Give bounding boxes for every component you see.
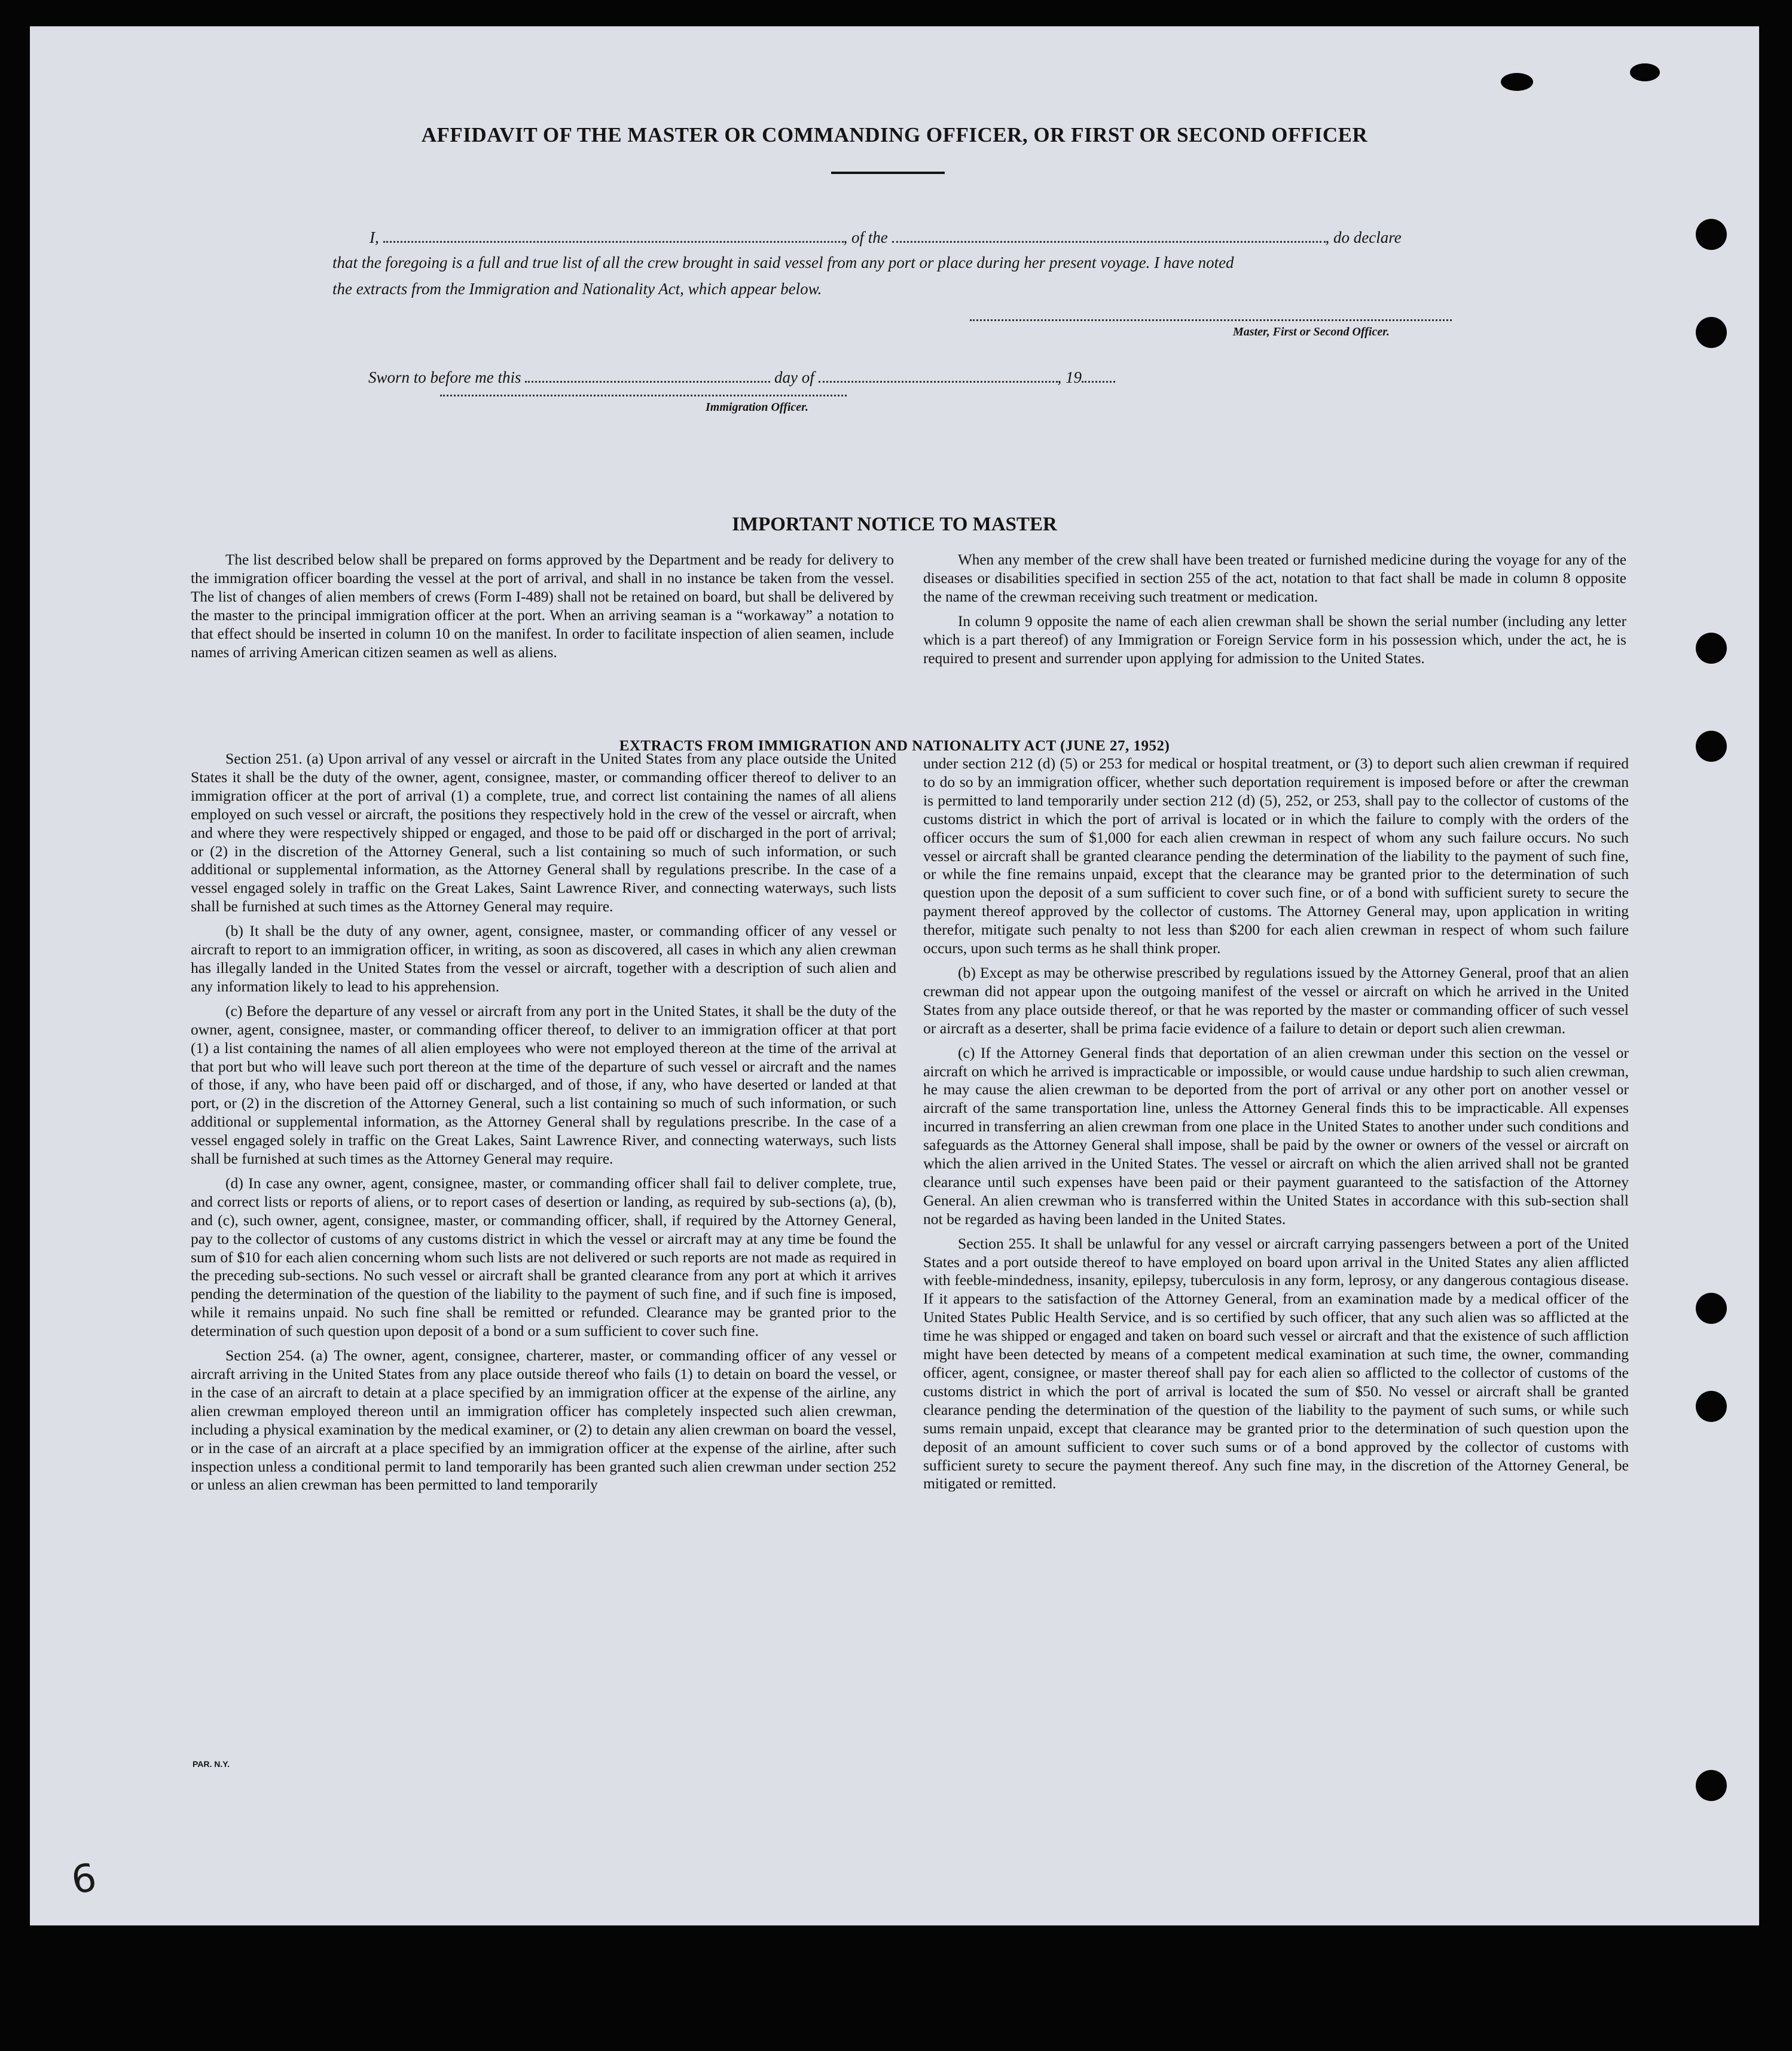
extracts-title: EXTRACTS FROM IMMIGRATION AND NATIONALITY ACT (JUNE 27, 1952) [619,738,1170,754]
sworn-year-blank[interactable] [1082,370,1115,383]
notice-left-column [191,551,894,668]
section-251-c: (c) Before the departure of any vessel or aircraft from any port in the United States, it shall be the duty of the owner, agent, consignee, master, or commanding officer thereof, to deliver to an immigration officer at that port (1) a list containing the names of all alien employees who were not employed thereon at the time of the arrival at that port but who will leave such port thereon at the time of the departure of such vessel or aircraft and the names of those, if any, who have been paid off or discharged, and of those, if any, who have deserted or landed at that port, or (2) in the discretion of the Attorney General, such a list containing so much of such information, or such additional or supplemental information, as the Attorney General shall by regulations prescribe. In the case of a vessel engaged solely in traffic on the Great Lakes, Saint Lawrence River, and connecting waterways, such lists shall be furnished at such times as the Attorney General may require. [191,1002,896,1168]
extracts-right-column [923,755,1629,1499]
declaration-line-2: that the foregoing is a full and true list of all the crew brought in said vessel from any port or place during her present voyage. I have noted [332,254,1234,271]
affidavit-title: AFFIDAVIT OF THE MASTER OR COMMANDING OFFICER, OR FIRST OR SECOND OFFICER [421,123,1368,146]
punch-hole [1696,633,1727,664]
ink-blot [1630,63,1660,81]
section-251-b: (b) It shall be the duty of any owner, agent, consignee, master, or commanding officer of any vessel or aircraft to report to an immigration officer, in writing, as soon as discovered, all cases in which any alien crewman has illegally landed in the United States from the vessel or aircraft, together with a description of such alien and any information likely to lead to his apprehension. [191,922,896,995]
notice-title: IMPORTANT NOTICE TO MASTER [732,514,1057,535]
punch-hole [1696,1293,1727,1324]
section-254-c: (c) If the Attorney General finds that deportation of an alien crewman under this section on the vessel or aircraft on which he arrived is impracticable or impossible, or would cause undue hardship to such alien crewman, he may cause the alien crewman to be deported from the port of arrival or any other port on another vessel or aircraft of the same transportation line, unless the Attorney General finds this to be impracticable. All expenses incurred in transferring an alien crewman from one place in the United States to another under such conditions and safeguards as the Attorney General shall impose, shall be paid by the owner or owners of the vessel or aircraft on which the alien arrived in the United States. The vessel or aircraft on which the alien arrived shall not be granted clearance until such expenses have been paid or their payment guaranteed to the satisfaction of the Attorney General. An alien crewman who is transferred within the United States in accordance with this sub-section shall not be regarded as having been landed in the United States. [923,1043,1629,1228]
title-divider [831,172,945,174]
declaration-of-the: , of the [843,228,888,246]
document-page [30,26,1759,1925]
declaration-line-1 [370,228,1402,247]
declaration-line-3: the extracts from the Immigration and Nationality Act, which appear below. [332,280,822,298]
section-254-a: Section 254. (a) The owner, agent, consignee, charterer, master, or commanding officer of any vessel or aircraft arriving in the United States from any place outside thereof who fails (1) to detain on board the vessel, or in the case of an aircraft to detain at a place specified by an immigration officer at the expense of the airline, any alien crewman employed thereon until an immigration officer has completely inspected such alien crewman, including a physical examination by the medical examiner, or (2) to detain any alien crewman on board the vessel, or in the case of an aircraft at a place specified by an immigration officer at the expense of the airline, after such inspection unless a conditional permit to land temporarily has been granted such alien crewman under section 252 or unless an alien crewman has been permitted to land temporarily [191,1347,896,1494]
section-255: Section 255. It shall be unlawful for any vessel or aircraft carrying passengers between a port of the United States and a port outside thereof to have employed on board upon arrival in the United States any alien afflicted with feeble-mindedness, insanity, epilepsy, tuberculosis in any form, leprosy, or any dangerous contagious disease. If it appears to the satisfaction of the Attorney General, from an examination made by a medical officer of the United States Public Health Service, and is so certified by such officer, that any such alien was so afflicted at the time he was shipped or engaged and taken on board such vessel or aircraft and that the existence of such affliction might have been detected by means of a competent medical examination at such time, the owner, commanding officer, agent, consignee, or master thereof shall pay for each alien so afflicted to the collector of customs of the customs district in which the port of arrival is located the sum of $50. No vessel or aircraft shall be granted clearance pending the determination of the question of the liability to the payment of such sums, or while such sums remain unpaid, except that clearance may be granted prior to the determination of such question upon the deposit of an amount sufficient to cover such sums or of a bond approved by the collector of customs with sufficient surety to secure the payment thereof. Any such fine may, in the discretion of the Attorney General, be mitigated or remitted. [923,1234,1629,1493]
immigration-officer-label: Immigration Officer. [706,401,808,414]
printer-mark: PAR. N.Y. [193,1759,230,1769]
sworn-day-blank[interactable] [525,370,770,383]
extracts-left-column [191,750,896,1500]
year-prefix-text: , 19 [1057,368,1082,386]
sworn-line [368,368,1115,387]
punch-hole [1696,1770,1727,1801]
punch-hole [1696,1391,1727,1422]
punch-hole [1696,731,1727,762]
section-251-a: Section 251. (a) Upon arrival of any vessel or aircraft in the United States from any place outside the United States it shall be the duty of the owner, agent, consignee, master, or commanding officer thereof to deliver to an immigration officer at the port of arrival (1) a complete, true, and correct list containing the names of all aliens employed on such vessel or aircraft, the positions they respectively hold in the crew of the vessel or aircraft, when and where they were respectively shipped or engaged, and those to be paid off or discharged in the port of arrival; or (2) in the discretion of the Attorney General, such a list containing so much of such information, or such additional or supplemental information, as the Attorney General shall by regulations prescribe. In the case of a vessel engaged solely in traffic on the Great Lakes, Saint Lawrence River, and connecting waterways, such lists shall be furnished at such times as the Attorney General may require. [191,750,896,915]
sworn-before-text: Sworn to before me this [368,368,521,386]
notice-right-paragraph-1: When any member of the crew shall have been treated or furnished medicine during the voyage for any of the diseases or disabilities specified in section 255 of the act, notation to that fact shall be made in column 8 opposite the name of the crewman receiving such treatment or medication. [923,552,1626,605]
notice-left-paragraph: The list described below shall be prepared on forms approved by the Department and be ready for delivery to the immigration officer boarding the vessel at the port of arrival, and shall in no instance be taken from the vessel. The list of changes of alien members of crews (Form I-489) shall not be retained on board, but shall be delivered by the master to the principal immigration officer at the port. When an arriving seaman is a “workaway” a notation to that effect should be inserted in column 10 on the manifest. In order to facilitate inspection of alien seamen, include names of arriving American citizen seamen as well as aliens. [191,552,894,661]
immigration-officer-signature-line[interactable] [440,395,847,396]
declaration-do-declare: , do declare [1325,228,1402,246]
punch-hole [1696,219,1727,250]
ink-blot [1501,73,1533,91]
section-254-a-continued: under section 212 (d) (5) or 253 for medical or hospital treatment, or (3) to deport such alien crewman if required to do so by an immigration officer, whether such deportation requirement is imposed before or after the crewman is permitted to land temporarily under section 212 (d) (5), 252, or 253, shall pay to the collector of customs of the customs district in which the port of arrival is located or in which the failure to comply with the orders of the officer occurs the sum of $1,000 for each alien crewman in respect of whom any such failure occurs. No such vessel or aircraft shall be granted clearance pending the determination of the liability to the payment of such fine, or while the fine remains unpaid, except that the clearance may be granted prior to the determination of such question upon the deposit of a sum sufficient to cover such fine, or of a bond with sufficient surety to secure the payment thereof approved by the collector of customs. The Attorney General may, upon application in writing therefor, mitigate such penalty to not less than $200 for each alien crewman in respect of whom such failure occurs, upon such terms as he shall think proper. [923,755,1629,957]
sworn-month-blank[interactable] [819,370,1058,383]
punch-hole [1696,317,1727,348]
master-signature-label: Master, First or Second Officer. [1233,325,1390,338]
day-of-text: day of [774,368,814,386]
section-251-d: (d) In case any owner, agent, consignee, master, or commanding officer shall fail to deliver complete, true, and correct lists or reports of aliens, or to report cases of desertion or landing, as required by sub-sections (a), (b), and (c), such owner, agent, consignee, master, or commanding officer, shall, if required by the Attorney General, pay to the collector of customs of any customs district in which the vessel or aircraft may at any time be found the sum of $10 for each alien concerning whom such lists are not delivered or such reports are not made as required in the preceding sub-sections. No such vessel or aircraft shall be granted clearance from any port at which it arrives pending the determination of the question of the liability to the payment of such fine, and if such fine is imposed, while it remains unpaid. No such fine shall be remitted or refunded. Clearance may be granted prior to the determination of such question upon deposit of a bond or a sum sufficient to cover such fine. [191,1174,896,1340]
declaration-i: I, [370,228,379,246]
master-signature-line[interactable] [970,319,1452,321]
section-254-b: (b) Except as may be otherwise prescribed by regulations issued by the Attorney General, proof that an alien crewman did not appear upon the outgoing manifest of the vessel or aircraft on which he arrived in the United States from any place outside thereof, or that he was reported by the master or commanding officer of such vessel or aircraft as a deserter, shall be prima facie evidence of a failure to detain or deport such alien crewman. [923,963,1629,1037]
name-blank[interactable] [383,230,844,243]
notice-right-paragraph-2: In column 9 opposite the name of each alien crewman shall be shown the serial number (including any letter which is a part thereof) of any Immigration or Foreign Service form in his possession which, under the act, he is required to present and surrender upon applying for admission to the United States. [923,614,1626,667]
handwritten-page-mark: 6 [68,1855,100,1903]
vessel-blank[interactable] [892,230,1326,243]
notice-right-column [923,551,1626,674]
